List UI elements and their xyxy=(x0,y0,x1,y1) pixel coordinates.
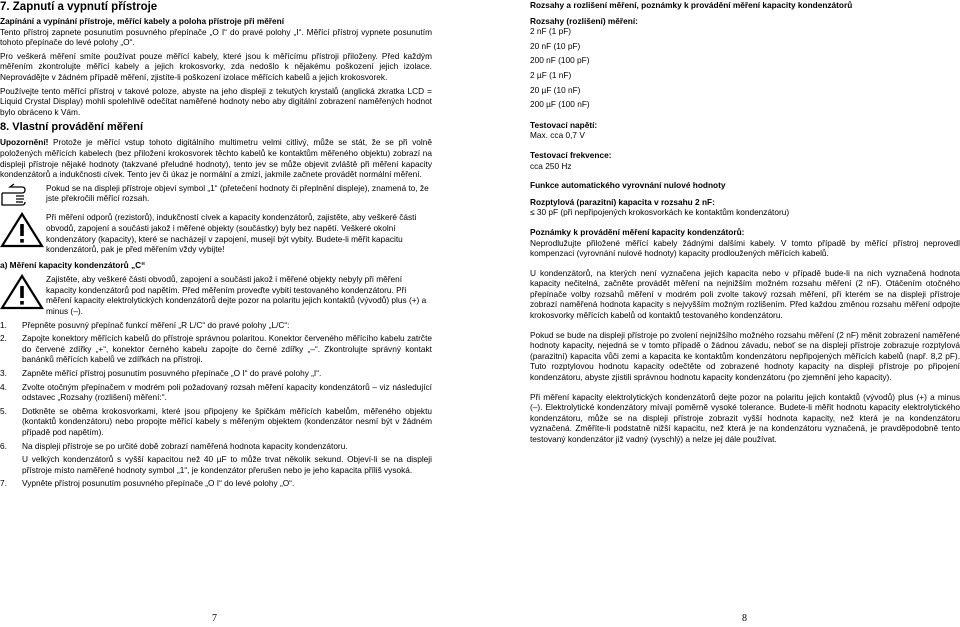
range-item: 20 nF (10 pF) xyxy=(530,40,581,51)
range-item: 200 nF (100 pF) xyxy=(530,55,590,66)
step-text: Na displeji přístroje se po určité době zobrazí naměřená hodnota kapacity kondenzátoru. xyxy=(22,440,348,451)
step-text: Zapojte konektory měřících kabelů do přístroje správnou polaritou. Konektor červeného měřícího kabelu zatrčte do červené zdířky „+“, konektor černého kabelu zapojte do černé zdířky „–“. Zkontrolujte správný kontakt banánků měřících kabelů ve zdířkách na přístroji. xyxy=(22,333,432,365)
range-item: 2 nF (1 pF) xyxy=(530,26,572,37)
list-item xyxy=(0,441,432,452)
list-item xyxy=(0,478,432,489)
step-number: 3. xyxy=(0,368,7,379)
range-item: 200 µF (100 nF) xyxy=(530,99,590,110)
step-text: Přepněte posuvný přepínač funkcí měření „R L/C“ do pravé polohy „L/C“: xyxy=(22,319,290,330)
section-7-subtitle: Zapínání a vypínání přístroje, měřící kabely a poloha přístroje při měření xyxy=(0,16,285,26)
step-number xyxy=(0,454,22,475)
parasitic-capacity-value: ≤ 30 pF (při nepřipojených krokosvorkách ke kontaktům kondenzátoru) xyxy=(530,207,790,218)
note-discharge-text: Při měření odporů (rezistorů), indukčností cívek a kapacity kondenzátorů, zajistěte, aby veškeré části obvodů, zapojení a součásti jakož i měřené objekty (součástky) byly bez napětí. Veškeré okolní kondenzátory (kapacity), které se nacházejí v zapojení, musejí být vybity. Budete-li měřit kapacitu kondenzátorů, pak je před měřením vždy vybijte! xyxy=(46,212,417,255)
paragraph-position: Používejte tento měřící přístroj v takové poloze, abyste na jeho displeji z tekutých krystalů (anglická zkratka LCD = Liquid Crystal Display) mohli spolehlivě odečítat naměřené hodnoty nebo aby digitální zobrazení naměřených hodnot bylo obráceno k Vám. xyxy=(0,85,432,117)
pointing-hand-icon xyxy=(0,183,46,210)
warning-triangle-icon xyxy=(0,274,46,313)
warning-triangle-icon xyxy=(0,212,46,251)
note-overflow xyxy=(0,183,432,210)
list-item xyxy=(0,382,432,403)
right-page xyxy=(530,0,960,448)
subsection-capacity: a) Měření kapacity kondenzátorů „C“ xyxy=(0,259,146,270)
step-text: Zapněte měřící přístroj posunutím posuvného přepínače „O I“ do pravé polohy „I“. xyxy=(22,368,322,379)
ranges-section-title: Rozsahy a rozlišení měření, poznámky k provádění měření kapacity kondenzátorů xyxy=(530,0,853,10)
step-number: 2. xyxy=(0,333,7,344)
test-frequency-value: cca 250 Hz xyxy=(530,160,572,171)
note-no-voltage xyxy=(0,274,432,316)
list-item xyxy=(0,368,432,379)
note-discharge xyxy=(0,212,432,254)
note-paragraph: U kondenzátorů, na kterých není vyznačena jejich kapacita nebo v případě bude-li na nich vyznačená hodnota kapacity nečitelná, začněte provádět měření na nejnižším možném rozsahu měření (2 nF). Otáčením otočného přepínače volby rozsahů měření v modrém poli zvolte takový rozsah měření, při kterém se na displeji přístroje zobrazí naměřená hodnota kapacity s nejvyšším možným rozlišením. Před každou změnou rozsahu měření odpojte krokosvorky měřících kabelů od kontaktů testovaného kondenzátoru. xyxy=(530,267,960,321)
step-text: U velkých kondenzátorů s vyšší kapacitou než 40 µF to může trvat několik sekund. Objeví-li se na displeji přístroje místo naměřené hodnoty symbol „1“, je kondenzátor přerušen nebo je jeho kapacita příliš vysoká. xyxy=(22,454,432,475)
step-text: Dotkněte se oběma krokosvorkami, které jsou připojeny ke špičkám měřících kabelům, měřeného objektu (kontaktů kondenzátoru) nebo propojte měřící kabely s měřeným objektem (kondenzátor nesmí být v žádném případě pod napětím). xyxy=(22,405,432,437)
left-page xyxy=(0,0,432,492)
step-text: Zvolte otočným přepínačem v modrém poli požadovaný rozsah měření kapacity kondenzátorů – viz následující odstavec „Rozsahy (rozlišení) měření:“. xyxy=(22,381,432,403)
step-number: 6. xyxy=(0,440,7,451)
list-item xyxy=(0,406,432,438)
steps-list xyxy=(0,320,432,489)
notes-label: Poznámky k provádění měření kapacity kondenzátorů: xyxy=(530,226,745,237)
step-text: Vypněte přístroj posunutím posuvného přepínače „O I“ do levé polohy „O“. xyxy=(22,478,295,489)
test-frequency-label: Testovací frekvence: xyxy=(530,149,612,160)
list-item xyxy=(0,320,432,331)
parasitic-capacity-label: Rozptylová (parazitní) kapacita v rozsahu 2 nF: xyxy=(530,196,715,207)
note-no-voltage-text: Zajistěte, aby veškeré části obvodů, zapojení a součásti jakož i měřené objekty nebyly při měření kapacity kondenzátorů pod napětím. Před měřením proveďte vybití testovaného kondenzátoru. Při měření kapacity elektrolytických kondenzátorů dejte pozor na polaritu jejich kontaktů (vývodů) plus (+) a minus (–). xyxy=(46,274,427,317)
step-number: 5. xyxy=(0,405,7,416)
auto-zero-function: Funkce automatického vyrovnání nulové hodnoty xyxy=(530,180,726,191)
warning-text: Protože je měřící vstup tohoto digitálního multimetru velmi citlivý, může se stát, že se při volně položených měřících kabelech (bez přiložení krokosvorek těchto kabelů ke kontaktům měřeného objektu) zobrazí na displeji přístroje nějaké hodnoty (takzvané přeludné hodnoty), tento jev se může objevit zvláště při měření kapacity kondenzátorů a indukčnosti cívek. Tento jev či úkaz je normální a zmizí, jakmile začnete provádět normální měření. xyxy=(0,137,432,180)
paragraph-switch-on: Tento přístroj zapnete posunutím posuvného přepínače „O I“ do pravé polohy „I“. Měřící přístroj vypnete posunutím tohoto přepínače do levé polohy „O“. xyxy=(0,26,432,48)
section-7-title: 7. Zapnutí a vypnutí přístroje xyxy=(0,1,158,13)
warning-paragraph xyxy=(0,137,432,179)
page-number-right: 8 xyxy=(742,613,747,624)
step-number: 1. xyxy=(0,319,7,330)
note-paragraph: Při měření kapacity elektrolytických kondenzátorů dejte pozor na polaritu jejich kontaktů (vývodů) plus (+) a minus (–). Elektrolytické kondenzátory mívají poměrně vysoké tolerance. Budete-li měřit hodnotu kapacity elektrolytického kondenzátoru, může se na displeji přístroje zobrazit vyšší hodnota kapacity, než která je na kondenzátoru vyznačená. Změříte-li podstatně nižší kapacitu, než která je na kondenzátoru vyznačená, je pravděpodobně tento testovaný kondenzátor již vadný (vyschlý) a nelze jej dále používat. xyxy=(530,391,960,444)
test-voltage-label: Testovací napětí: xyxy=(530,119,598,130)
note-overflow-text: Pokud se na displeji přístroje objeví symbol „1“ (přetečení hodnoty či přeplnění displeje), znamená to, že jste překročili měřící rozsah. xyxy=(46,182,429,204)
section-8-title: 8. Vlastní provádění měření xyxy=(0,121,144,134)
list-item xyxy=(0,454,432,475)
step-number: 4. xyxy=(0,381,7,392)
range-item: 20 µF (10 nF) xyxy=(530,84,581,95)
paragraph-cables: Pro veškerá měření smíte používat pouze měřící kabely, které jsou k měřícímu přístroji přiloženy. Před každým měřením zkontrolujte měřící kabely a jejich krokosvorky, zda nedošlo k nějakému poškození jejich izolace. Neprovádějte v žádném případě měření, zjistíte-li poškození izolace měřících kabelů a jejich krokosvorek. xyxy=(0,50,432,82)
page-number-left: 7 xyxy=(212,613,217,624)
note-paragraph: Neprodlužujte přiložené měřící kabely žádnými dalšími kabely. V tomto případě by měřící přístroj neprovedl kompenzaci (vyrovnání nulové hodnoty) kapacity prodloužených měřících kabelů. xyxy=(530,237,960,259)
warning-label: Upozornění! xyxy=(0,137,49,148)
test-voltage-value: Max. cca 0,7 V xyxy=(530,130,585,141)
list-item xyxy=(0,333,432,365)
note-paragraph: Pokud se bude na displeji přístroje po zvolení nejnižšího možného rozsahu měření (2 nF) měnit zobrazení naměřené hodnoty kapacity, nejedná se v tomto případě o žádnou závadu, neboť se na displeji přístroje zobrazuje rozptylová (parazitní) kapacita vůči zemi a kapacita ke kontaktům kondenzátoru nepřipojených měřících kabelů (např. 8,2 pF). Tuto rozptylovou hodnotu kapacity odečtěte od zobrazené hodnoty kapacity na displeji přístroje po připojení kondenzátoru, abyste zjistili správnou hodnotu kapacity kondenzátoru (po zjemnění jeho kapacity). xyxy=(530,329,960,383)
ranges-list xyxy=(530,26,960,110)
ranges-label: Rozsahy (rozlišení) měření: xyxy=(530,15,638,26)
step-number: 7. xyxy=(0,478,7,489)
range-item: 2 µF (1 nF) xyxy=(530,69,572,80)
